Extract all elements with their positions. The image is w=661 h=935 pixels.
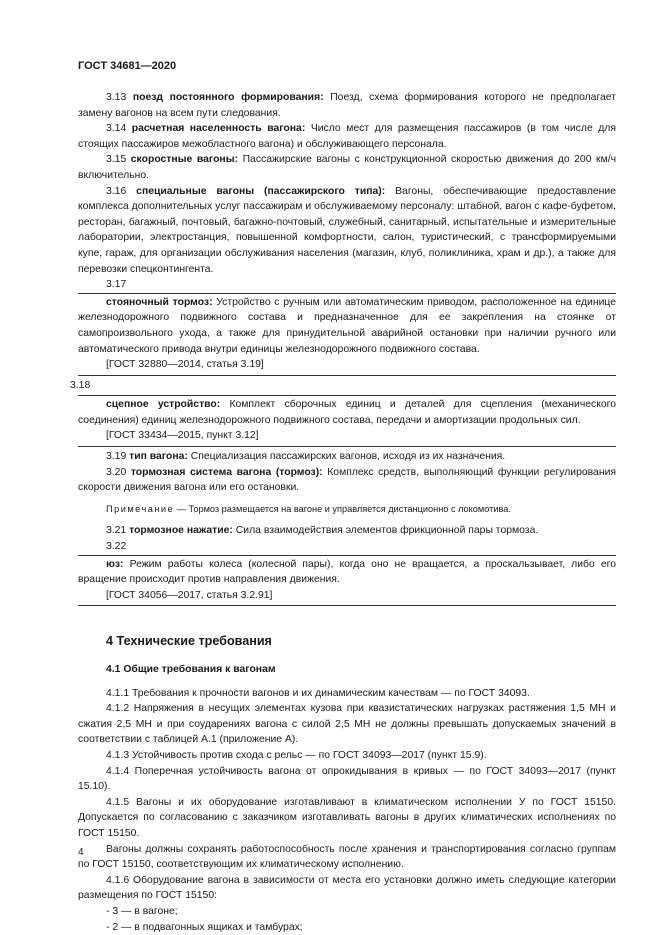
term-definition: Число мест для размещения пассажиров (в том числе для стоящих пассажиров межобластного вагона) и обслуживающего персонала. [78, 123, 616, 150]
paragraph-4-1-5: 4.1.5 Вагоны и их оборудование изготавливают в климатическом исполнении У по ГОСТ 15150. Допускается по согласованию с заказчиком изготавливать вагоны в других климатических исполнениях по ГОСТ 15150. [78, 796, 616, 839]
note-text: — Тормоз размещается на вагоне и управляется дистанционно с локомотива. [174, 503, 511, 514]
term-definition: Комплект сборочных единиц и деталей для сцепления (механического соединения) единиц железнодорожного подвижного состава, передачи и амортизации продольных сил. [78, 399, 617, 426]
page-content [70, 90, 617, 935]
term-name: тормозное нажатие: [129, 525, 233, 537]
paragraph-4-1-1: 4.1.1 Требования к прочности вагонов и их динамическим качествам — по ГОСТ 34093. [106, 687, 530, 699]
term-source-ref: [ГОСТ 33434—2015, пункт 3.12] [106, 430, 259, 442]
term-number-3-18: 3.18 [70, 379, 91, 391]
page-number: 4 [78, 847, 84, 858]
term-source-ref: [ГОСТ 34056—2017, статья 3.2.91] [106, 589, 273, 601]
term-number: 3.20 [106, 466, 127, 478]
term-3-13 [78, 90, 616, 121]
term-name: тип вагона: [129, 451, 188, 463]
list-item: - 3 — в вагоне; [106, 905, 178, 917]
paragraph-4-1-6: 4.1.6 Оборудование вагона в зависимости от места его установки должно иметь следующие категории размещения по ГОСТ 15150: [78, 874, 616, 902]
term-number-3-17: 3.17 [106, 279, 127, 291]
term-name: скоростные вагоны: [130, 154, 239, 166]
term-3-21 [78, 523, 616, 539]
term-name: расчетная населенность вагона: [131, 123, 306, 135]
term-name: юз: [106, 558, 124, 570]
term-definition: Вагоны, обеспечивающие предоставление комплекса дополнительных услуг пассажирам и обслуживаемому персоналу: штабной, вагон с кафе-буфетом, ресторан, багажный, почтовый, багажно-почтовый, служебный, санитарный, испытательные и измерительные лаборатории, электростанция, повышенной комфортности, салон, туристический, с трансформируемыми купе, гараж, для организации обслуживания населения (магазин, клуб, поликлиника, храм и др.), а также для перевозки спецконтингента. [78, 185, 616, 275]
term-definition: Устройство с ручным или автоматическим приводом, расположенное на единице железнодорожного подвижного состава и предназначенное для ее закрепления на стоянке от самопроизвольного ухода, а также для принудительной аварийной остановки при наличии ручного или автоматического привода внутри единицы железнодорожного подвижного состава. [78, 296, 617, 355]
term-number: 3.19 [106, 451, 127, 463]
paragraph-4-1-3: 4.1.3 Устойчивость против схода с рельс — по ГОСТ 34093—2017 (пункт 15.9). [106, 749, 487, 761]
note-label: Примечание [106, 503, 175, 514]
term-3-14 [78, 121, 616, 152]
term-3-17-box [78, 293, 616, 376]
term-3-18-box [78, 395, 616, 447]
term-definition: Специализация пассажирских вагонов, исходя из их назначения. [187, 451, 506, 463]
term-3-15 [78, 152, 616, 183]
term-definition: Пассажирские вагоны с конструкционной скоростью движения до 200 км/ч включительно. [78, 154, 617, 181]
term-number: 3.15 [106, 154, 127, 166]
paragraph-4-1-4: 4.1.4 Поперечная устойчивость вагона от опрокидывания в кривых — по ГОСТ 34093—2017 (пункт 15.10). [78, 765, 616, 793]
term-name: сцепное устройство: [106, 399, 221, 411]
note [78, 502, 616, 518]
paragraph-4-1-2: 4.1.2 Напряжения в несущих элементах кузова при квазистатических нагрузках растяжения 1,5 МН и сжатия 2,5 МН и при соударениях вагона с силой 2,5 МН не должны превышать допускаемых значений в соответствии с таблицей А.1 (приложение А). [78, 703, 616, 746]
document-code-header: ГОСТ 34681—2020 [78, 60, 177, 72]
term-name: поезд постоянного формирования: [132, 92, 324, 103]
term-definition: Режим работы колеса (колесной пары), когда оно не вращается, а проскальзывает, либо его вращение происходит против направления движения. [78, 558, 616, 586]
term-number: 3.16 [106, 185, 127, 197]
term-3-16 [78, 184, 616, 278]
list-item: - 2 — в подвагонных ящиках и тамбурах; [106, 921, 303, 933]
term-number: 3.13 [106, 92, 127, 103]
subsection-title: 4.1 Общие требования к вагонам [106, 664, 276, 675]
paragraph-4-1-5-continued: Вагоны должны сохранять работоспособность после хранения и транспортирования согласно группам по ГОСТ 15150, соответствующим их климатическому исполнению. [78, 843, 616, 871]
term-3-19 [78, 449, 616, 465]
term-3-20 [78, 465, 616, 496]
term-number: 3.21 [106, 525, 127, 537]
term-3-22-box [78, 555, 616, 607]
term-name: стояночный тормоз: [106, 296, 213, 308]
term-name: специальные вагоны (пассажирского типа): [136, 185, 386, 197]
term-definition: Поезд, схема формирования которого не предполагает замену вагонов на всем пути следования. [78, 92, 616, 119]
term-number: 3.14 [106, 123, 127, 135]
term-name: тормозная система вагона (тормоз): [130, 466, 323, 478]
term-number-3-22: 3.22 [106, 541, 127, 553]
term-source-ref: [ГОСТ 32880—2014, статья 3.19] [106, 359, 264, 371]
term-definition: Сила взаимодействия элементов фрикционной пары тормоза. [232, 525, 539, 537]
section-title: 4 Технические требования [106, 634, 272, 649]
term-definition: Комплекс средств, выполняющий функции регулирования скорости движения вагона или его остановки. [78, 466, 616, 494]
